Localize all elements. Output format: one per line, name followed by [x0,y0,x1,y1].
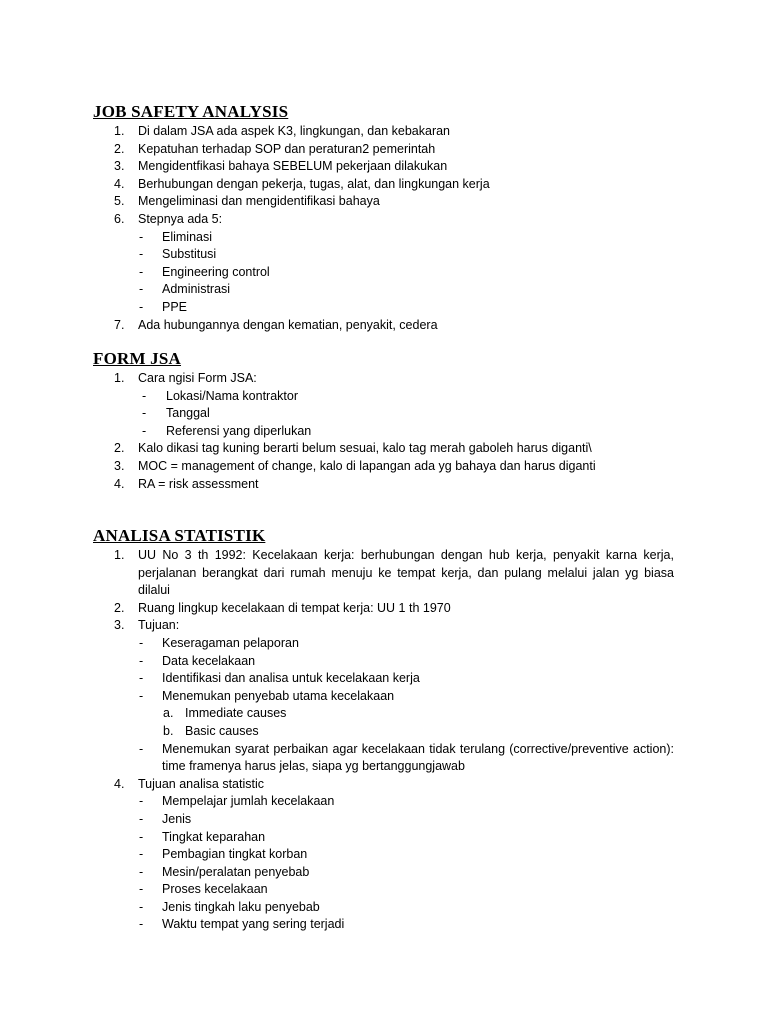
dash-marker: - [139,653,144,668]
list-text: Di dalam JSA ada aspek K3, lingkungan, dan kebakaran [138,124,451,138]
list-text: Cara ngisi Form JSA: [138,371,257,385]
dash-marker: - [139,688,144,703]
list-marker: 7. [114,317,125,332]
list-marker: 3. [114,458,125,473]
sub-list-item [93,881,693,899]
list-item [93,176,693,194]
dash-marker: - [142,388,147,403]
list-text: Ada hubungannya dengan kematian, penyakit, cedera [138,317,438,332]
list-item [93,617,693,635]
list-marker: 5. [114,194,125,209]
list-marker: 1. [114,548,125,562]
list-text: Jenis tingkah laku penyebab [162,899,320,914]
list-text: Keseragaman pelaporan [162,635,299,650]
sub-list-item [93,688,693,706]
section-title-jsa: JOB SAFETY ANALYSIS [93,102,289,121]
list-marker: 4. [114,176,125,191]
list-text: Tingkat keparahan [162,829,266,844]
list-item [93,370,693,388]
list-text: UU No 3 th 1992: Kecelakaan kerja: berhubungan dengan hub kerja, penyakit karna kerja, perjalanan berangkat dari rumah menuju ke tempat kerja, dan pulang melalui jalan yg biasa dilalui [138,548,674,598]
sub-list-item [93,388,693,406]
list-text: Identifikasi dan analisa untuk kecelakaan kerja [162,671,420,686]
list-text: Tujuan: [138,618,180,633]
section-title-analisa-statistik: ANALISA STATISTIK [93,526,266,545]
sub-list-item [93,670,693,688]
list-text: Berhubungan dengan pekerja, tugas, alat, dan lingkungan kerja [138,176,490,191]
sub-list-item [93,899,693,917]
list-text: RA = risk assessment [138,476,259,491]
dash-marker: - [139,917,144,932]
sub-sub-list-item [93,723,693,741]
sub-list-item [93,653,693,671]
dash-marker: - [139,882,144,897]
dash-marker: - [139,671,144,686]
list-item [93,600,693,618]
sub-list-item [93,635,693,653]
list-item [93,193,693,211]
list-text: Menemukan penyebab utama kecelakaan [162,688,395,703]
section-job-safety-analysis [93,101,693,334]
list-item [93,440,693,458]
list-marker: 1. [114,371,125,385]
dash-marker: - [139,864,144,879]
sub-list-item [93,846,693,864]
list-text: Eliminasi [162,229,213,244]
sub-sub-list-item [93,705,693,723]
list-text: PPE [162,299,188,314]
list-item [93,547,693,600]
list-text: Data kecelakaan [162,653,256,668]
list-marker: 2. [114,441,125,456]
dash-marker: - [139,282,144,297]
list-text: Ruang lingkup kecelakaan di tempat kerja: UU 1 th 1970 [138,600,451,615]
sub-list-item [93,811,693,829]
sub-list-item [93,423,693,441]
list-text: Tanggal [166,406,210,421]
list-text: Substitusi [162,247,217,262]
sub-list-item [93,229,693,247]
section-analisa-statistik [93,525,693,934]
list-text: Stepnya ada 5: [138,211,223,226]
list-text: Engineering control [162,264,270,279]
dash-marker: - [139,811,144,826]
list-marker: 2. [114,141,125,156]
dash-marker: - [139,741,144,756]
dash-marker: - [139,247,144,262]
sub-list-item [93,246,693,264]
letter-marker: b. [163,723,174,738]
list-marker: 3. [114,618,125,633]
list-item [93,476,693,494]
sub-list-item [93,829,693,847]
sub-list-item [93,916,693,934]
sub-list-item [93,281,693,299]
dash-marker: - [142,406,147,421]
dash-marker: - [139,299,144,314]
list-text: Mesin/peralatan penyebab [162,864,310,879]
sub-list-item [93,264,693,282]
list-item [93,141,693,159]
list-text: Kalo dikasi tag kuning berarti belum sesuai, kalo tag merah gaboleh harus diganti\ [138,441,592,456]
list-item [93,776,693,794]
dash-marker: - [139,635,144,650]
list-text: Tujuan analisa statistic [138,776,264,791]
dash-marker: - [139,899,144,914]
section-form-jsa [93,348,693,493]
list-text: Waktu tempat yang sering terjadi [162,917,345,932]
list-item [93,158,693,176]
list-text: Referensi yang diperlukan [166,423,312,438]
list-marker: 4. [114,476,125,491]
sub-list-item [93,405,693,423]
dash-marker: - [139,829,144,844]
list-text: Kepatuhan terhadap SOP dan peraturan2 pemerintah [138,141,436,156]
list-text: Mengidentfikasi bahaya SEBELUM pekerjaan dilakukan [138,159,448,174]
list-marker: 4. [114,776,125,791]
list-item [93,458,693,476]
section-title-form-jsa: FORM JSA [93,349,182,368]
list-marker: 3. [114,159,125,174]
list-text: Lokasi/Nama kontraktor [166,388,299,403]
list-text: Pembagian tingkat korban [162,847,308,862]
sub-list-item [93,741,693,776]
dash-marker: - [139,794,144,809]
sub-list-item [93,793,693,811]
list-text: Jenis [162,811,192,826]
list-text: Mengeliminasi dan mengidentifikasi bahaya [138,194,380,209]
list-text: Proses kecelakaan [162,882,268,897]
dash-marker: - [142,423,147,438]
letter-marker: a. [163,706,174,721]
list-marker: 6. [114,211,125,226]
list-text: MOC = management of change, kalo di lapangan ada yg bahaya dan harus diganti [138,458,596,473]
sub-list-item [93,299,693,317]
list-text: Menemukan syarat perbaikan agar kecelakaan tidak terulang (corrective/preventive action): time framenya harus jelas, siapa yg bertanggungjawab [162,741,674,774]
list-item [93,123,693,141]
list-item [93,211,693,229]
list-text: Immediate causes [185,706,287,721]
dash-marker: - [139,847,144,862]
dash-marker: - [139,229,144,244]
list-text: Administrasi [162,282,231,297]
sub-list-item [93,864,693,882]
list-marker: 2. [114,600,125,615]
list-text: Mempelajar jumlah kecelakaan [162,794,335,809]
list-marker: 1. [114,124,125,138]
list-item [93,317,693,335]
dash-marker: - [139,264,144,279]
list-text: Basic causes [185,723,259,738]
